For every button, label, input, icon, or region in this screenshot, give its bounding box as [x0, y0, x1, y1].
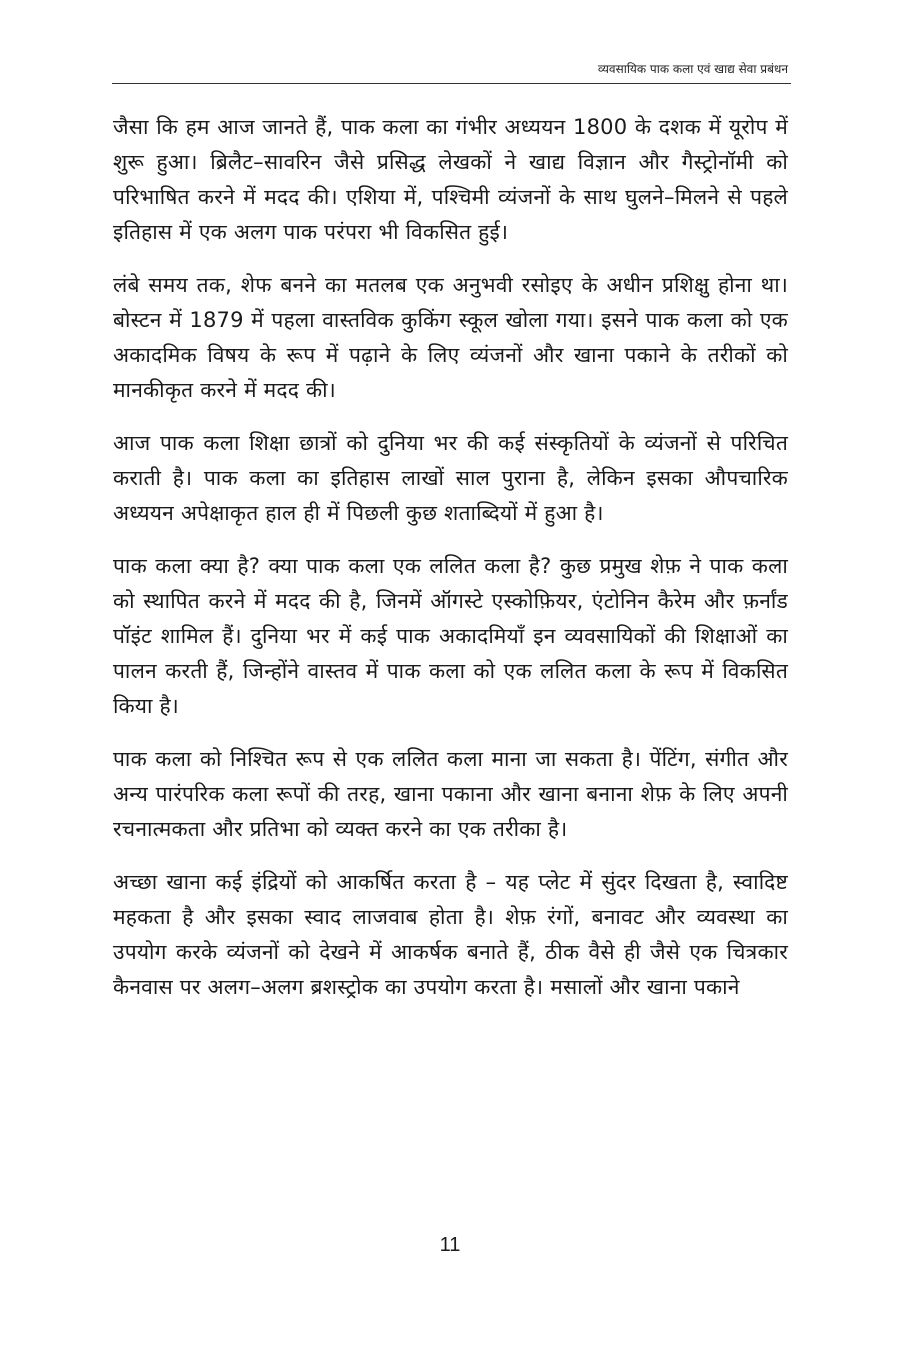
paragraph-6: अच्छा खाना कई इंद्रियों को आकर्षित करता है – यह प्लेट में सुंदर दिखता है, स्वादिष्ट महकता है और इसका स्वाद लाजवाब होता है। शेफ़ रंगों, बनावट और व्यवस्था का उपयोग करके व्यंजनों को देखने में आकर्षक बनाते हैं, ठीक वैसे ही जैसे एक चित्रकार कैनवास पर अलग–अलग ब्रशस्ट्रोक का उपयोग करता है। मसालों और खाना पकाने [113, 870, 788, 999]
page-number: 11 [439, 1234, 461, 1256]
paragraph-3: आज पाक कला शिक्षा छात्रों को दुनिया भर की कई संस्कृतियों के व्यंजनों से परिचित कराती है। पाक कला का इतिहास लाखों साल पुराना है, लेकिन इसका औपचारिक अध्ययन अपेक्षाकृत हाल ही में पिछली कुछ शताब्दियों में हुआ है। [113, 431, 788, 525]
paragraph-5: पाक कला को निश्चित रूप से एक ललित कला माना जा सकता है। पेंटिंग, संगीत और अन्य पारंपरिक कला रूपों की तरह, खाना पकाना और खाना बनाना शेफ़ के लिए अपनी रचनात्मकता और प्रतिभा को व्यक्त करने का एक तरीका है। [113, 747, 788, 841]
header-rule [112, 83, 791, 84]
paragraph-4: पाक कला क्या है? क्या पाक कला एक ललित कला है? कुछ प्रमुख शेफ़ ने पाक कला को स्थापित करने में मदद की है, जिनमें ऑगस्टे एस्कोफ़ियर, एंटोनिन कैरेम और फ़र्नांड पॉइंट शामिल हैं। दुनिया भर में कई पाक अकादमियाँ इन व्यवसायिकों की शिक्षाओं का पालन करती हैं, जिन्होंने वास्तव में पाक कला को एक ललित कला के रूप में विकसित किया है। [113, 554, 788, 718]
paragraph-1: जैसा कि हम आज जानते हैं, पाक कला का गंभीर अध्ययन 1800 के दशक में यूरोप में शुरू हुआ। ब्रिलैट–सावरिन जैसे प्रसिद्ध लेखकों ने खाद्य विज्ञान और गैस्ट्रोनॉमी को परिभाषित करने में मदद की। एशिया में, पश्चिमी व्यंजनों के साथ घुलने–मिलने से पहले इतिहास में एक अलग पाक परंपरा भी विकसित हुई। [113, 115, 788, 244]
paragraph-2: लंबे समय तक, शेफ बनने का मतलब एक अनुभवी रसोइए के अधीन प्रशिक्षु होना था। बोस्टन में 1879 में पहला वास्तविक कुकिंग स्कूल खोला गया। इसने पाक कला को एक अकादमिक विषय के रूप में पढ़ाने के लिए व्यंजनों और खाना पकाने के तरीकों को मानकीकृत करने में मदद की। [113, 273, 788, 402]
running-header: व्यवसायिक पाक कला एवं खाद्य सेवा प्रबंधन [597, 62, 788, 76]
body-text [113, 110, 788, 1023]
